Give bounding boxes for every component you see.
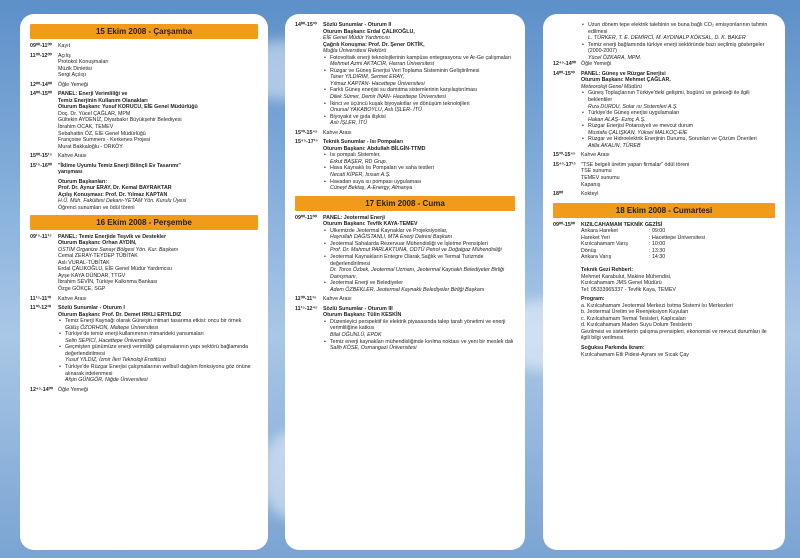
session-time: 09¹⁵-11¹⁵ (30, 233, 52, 240)
guide-line: Mehmet Karabulut, Makine Mühendisi, (581, 273, 672, 280)
session-line: "TSE belgeli üretim yapan firmalar" ödül töreni (581, 161, 690, 168)
session-time: 15¹⁵-16⁰⁰ (30, 162, 53, 169)
talk-title: • Temiz Enerji Kaynağı olarak Güneşin mimari tasarıma etkisi: oncu bir örnek (65, 318, 242, 325)
talk-title: • Hava Kaynaklı Isı Pompaları ve saha testleri (330, 165, 434, 172)
session-time: 11¹⁵-12⁴⁵ (295, 305, 318, 312)
guide-line: Tel: 05333965337 - Tevfik Kaya, TEMEV (581, 286, 676, 293)
talk-speaker: Taner YILDIRIM, Sermet ERAY, (330, 74, 405, 81)
session-row (295, 22, 515, 127)
session-row (553, 71, 775, 150)
trip-schedule (581, 228, 775, 261)
talk-item (323, 179, 515, 192)
session-row (30, 163, 258, 176)
session-line: Sözlü Sunumlar - Oturum III (323, 305, 393, 312)
session-line: Françoise Summers - Kerkenes Projesi (58, 137, 151, 144)
session-row (30, 296, 258, 303)
talk-speaker: Bilal OĞUNLÜ, EPDK (330, 331, 382, 338)
session-row (30, 305, 258, 384)
session-body (323, 22, 515, 127)
session-line: Oturum Başkanı: Yusuf KORUCU, EİE Genel Müdürlüğü (58, 104, 198, 111)
talk-title: • Rüzgar ve Hidroelektrik Enerjinin Durumu, Sorunları ve Çözüm Önerileri (588, 136, 757, 143)
session-line: Kahve Arası (581, 152, 610, 159)
talk-title: • İkinci ve üçüncü kuşak biyoyakıtlar ve dönüşüm teknolojileri (330, 100, 470, 107)
session-body (581, 162, 775, 188)
day-header-oct18: 18 Ekim 2008 - Cumartesi (553, 203, 775, 218)
session-line: Sergi Açılışı (58, 72, 86, 79)
session-line: Erdal ÇALIKOĞLU, EİE Genel Müdür Yardımcısı (58, 266, 173, 273)
talk-list (581, 90, 775, 149)
talk-item (323, 87, 515, 100)
session-line: Temiz Enerjinin Kullanım Olanakları (58, 97, 148, 104)
session-line: Açılış (58, 52, 71, 59)
session-time: 11⁰⁰-12⁰⁰ (30, 52, 52, 59)
session-line: Kokteyl (581, 191, 599, 198)
talk-speaker: Adem ÖZBEKLER, Jeotermal Kaynaklı Belediyeler Birliği Başkanı (330, 286, 485, 293)
session-line: İbrahim OCAK, TEMEV (58, 124, 114, 131)
guides-title: Teknik Gezi Rehberi: (581, 266, 634, 273)
panel-column-2 (285, 14, 525, 550)
talk-title: • Isı pompalı Sistemler, (330, 152, 381, 159)
talk-item (58, 318, 258, 331)
session-line: Teknik Sunumlar - Isı Pompaları (323, 139, 403, 146)
trip-label: Dönüş (581, 247, 597, 254)
session-body (58, 179, 258, 212)
talk-title: • Farklı Güneş enerjisi su damıtma sistemlerinin karşılaştırılması (330, 87, 478, 94)
talk-speaker: Hayrullah DAĞISTANLI, MTA Enerji Dairesi Başkanı (330, 234, 453, 241)
panel-column-1 (20, 14, 268, 550)
trip-value: : Hacettepe Üniversitesi (649, 234, 705, 241)
session-line: Kapanış (581, 181, 601, 188)
session-line: Kahve Arası (58, 295, 87, 302)
trip-block (553, 222, 775, 261)
session-line: Oturum Başkanı: Prof. Dr. Demet IRKLI ERYILDIZ (58, 311, 182, 318)
session-row (30, 387, 258, 394)
session-time (30, 179, 58, 212)
session-line: Öğle Yemeği (58, 81, 89, 88)
session-row (30, 82, 258, 89)
talk-speaker: Yusuf YILDIZ, İzmir İleri Teknoloji Enstitüsü (65, 357, 167, 364)
session-line: Oturum Başkanı: Orhan AYDIN, (58, 240, 137, 247)
session-row (553, 61, 775, 68)
talk-speaker: Rıza DURDU, Solar ısı Sistemleri A.Ş. (588, 103, 678, 110)
session-body (323, 139, 515, 191)
talk-speaker: Cüneyt Bektaş, A-Energy, Almanya (330, 185, 413, 192)
session-body (581, 191, 775, 198)
trip-label: Ankara Varış (581, 254, 612, 261)
talk-item (58, 331, 258, 344)
talk-list (323, 319, 515, 352)
talk-speaker: Dr. Toros Özbek, Jeotermal Uzmanı, Jeotermal Kaynaklı Belediyeler Birliği Danışmanı, (330, 267, 505, 280)
talk-speaker: Gülüş ÖZORHON, Maltepe Üniversitesi (65, 324, 159, 331)
trip-title: KIZILCAHAMAM TEKNİK GEZİSİ (581, 221, 663, 228)
talk-item (323, 101, 515, 114)
trip-value: : 14:30 (649, 254, 666, 261)
session-row (30, 179, 258, 212)
session-line: PANEL: Jeotermal Enerji (323, 214, 386, 221)
talk-item (323, 228, 515, 241)
session-time: 14⁰⁰-15³⁰ (553, 70, 575, 77)
session-line: Prof. Dr. Aynur ERAY, Dr. Kemal BAYRAKTAR (58, 185, 172, 192)
talk-title: • Havadan suya ısı pompası uygulaması (330, 178, 422, 185)
session-row (553, 152, 775, 159)
talk-title: • Jeotermal Enerji ve Belediyeler (330, 280, 404, 287)
talk-title: • Rüzgar ve Güneş Enerjisi Veri Toplama Sisteminin Geliştirilmesi (330, 67, 480, 74)
schedule-oct16-afternoon (295, 22, 515, 192)
talk-title: • Geçmişten günümüze enerji verimliliği çalışmalarının yapı sektörü bağlamında değerlendirilmesi (65, 344, 249, 357)
session-time: 15⁰⁰-15¹⁵ (30, 153, 53, 160)
session-body (581, 152, 775, 159)
program-item: d. Kızılcahamam Maden Suyu Dolum Tesislerin (581, 322, 692, 329)
talk-speaker: Prof. Dr. Mahmut PARLAKTUNA, ODTÜ Petrol ve Doğalgaz Mühendisliği (330, 247, 502, 254)
session-line: "İklime Uyumlu Temiz Enerji Bilinçli Ev Tasarımı" (58, 162, 181, 169)
talk-speaker: Salih KÖSE, Osmangazi Üniversitesi (330, 345, 417, 352)
program-item: a. Kızılcahamam Jeotermal Merkezi Isıtma Sistemi Isı Merkezleri (581, 302, 733, 309)
session-line: Özge GÖKÇE, SGP (58, 285, 106, 292)
session-body (58, 234, 258, 293)
session-body (323, 306, 515, 352)
session-row (30, 153, 258, 160)
program-item: c. Kızılcahamam Termal Tesisleri, Kaplıcaları (581, 315, 686, 322)
talk-title: • Türkiye'de Güneş enerjisi uygulamaları (588, 110, 680, 117)
session-body (323, 215, 515, 294)
session-line: Açılış Konuşması: Prof. Dr. Yılmaz KAPTAN (58, 191, 168, 198)
talk-speaker: Atilla AKALIN, TÜREB (588, 142, 641, 149)
talk-speaker: Afşin GÜNGÖR, Niğde Üniversitesi (65, 377, 148, 384)
talk-item (323, 280, 515, 293)
talk-item (581, 123, 775, 136)
talk-title: • Güneş Toplaçlarının Türkiye'deki gelişimi, bugünü ve geleceği ile ilgili beklentiler (588, 90, 750, 104)
trip-label: Hareket Yeri (581, 234, 610, 241)
session-line: TEMEV sunumu (581, 175, 620, 182)
session-line: OSTİM Organize Sanayi Bölgesi Yön. Kur. Başkanı (58, 246, 179, 253)
trip-time: 09⁰⁰-15⁰⁰ (553, 221, 576, 228)
session-time: 15⁴⁵-17¹⁵ (553, 161, 576, 168)
talk-item (323, 339, 515, 352)
session-row (30, 43, 258, 50)
talk-title: • Jeotermal Sahalarda Rezervuar Mühendisliği ve İşletme Prensipleri (330, 240, 488, 247)
schedule-oct15 (30, 43, 258, 212)
talk-title: • Jeotermal Kaynakların Entegre Olarak Sağlık ve Termal Turizmde değerlendirilmesi (330, 253, 484, 267)
talk-speaker: Erkut BAŞER, RD Grup. (330, 158, 388, 165)
session-line: EİE Genel Müdür Yardımcısı (323, 35, 390, 42)
session-line: Kayıt (58, 43, 71, 49)
schedule-oct17-continued (553, 22, 775, 61)
guide-line: Kızılcahamam JMS Genel Müdürü (581, 280, 662, 287)
talk-speaker: Dilek Sümer, Demir İNAN- Hacettepe Üniversitesi (330, 94, 446, 101)
schedule-oct16 (30, 234, 258, 394)
talk-speaker: Necati KİPER, Isısan A.Ş. (330, 172, 391, 179)
session-line: Meteoroloji Genel Müdürü (581, 83, 642, 90)
session-line: Cemal ZERAY-TEYDEP TÜBİTAK (58, 253, 138, 260)
program-title: Program: (581, 296, 605, 303)
talk-title: • Fotovoltaik enerji teknolojilerinin kampüse entegrasyonu ve Ar-Ge çalışmaları (330, 54, 512, 61)
session-line: Oturum Başkanları: (58, 178, 108, 185)
session-line: Murat Bakkaloğlu - ORKÖY (58, 143, 123, 150)
talk-speaker: Mustafa ÇALIŞKAN, Yüksel MALKOÇ-EİE (588, 129, 688, 136)
talk-title: • Uzun dönem tepe elektrik talebinin ve buna bağlı CO₂ emisyonlarının tahmin edilmesi (588, 22, 768, 35)
talk-speaker: Mehmet Azmi AKTACİR, Harran Üniversitesi (330, 61, 434, 68)
talk-item (323, 68, 515, 88)
session-body (323, 130, 515, 137)
session-line: yarışması (58, 169, 83, 176)
talk-speaker: Yılmaz KAPTAN- Hacettepe Üniversitesi (330, 80, 425, 87)
session-line: PANEL: Temiz Enerjide Teşvik ve Destekler (58, 233, 167, 240)
session-time: 14⁰⁰-15⁰⁰ (30, 91, 53, 98)
program-list (581, 303, 775, 329)
session-body (581, 61, 775, 68)
talk-list (323, 152, 515, 191)
session-time: 18⁰⁰ (553, 191, 564, 198)
session-line: Kahve Arası (323, 296, 352, 303)
talk-item (581, 110, 775, 123)
session-time: 09⁰⁰-11⁰⁰ (295, 214, 317, 221)
session-line: Gültekin AYDENİZ, Diyarbakır Büyükşehir Belediyesi (58, 117, 182, 124)
talk-title: • Türkiye'de Rüzgar Enerjisi çalışmalarının welbull dağılım fonksiyonu göz önüne alınarak irdelenmesi (65, 363, 251, 377)
session-time: 11³⁰-12³⁰ (30, 305, 52, 312)
talk-item (323, 114, 515, 127)
session-line: Öğrenci sunumları ve ödül töreni (58, 205, 135, 212)
session-line: Protokol Konuşmaları (58, 59, 109, 66)
day-header-oct17: 17 Ekim 2008 - Cuma (295, 196, 515, 211)
session-line: Sözlü Sunumlar - Oturum II (323, 22, 392, 28)
session-row (295, 139, 515, 191)
talk-title: • Düzenleyici perspektif ile elektrik piyasasında talep tarafı yönetimi ve enerji verimliliğine katkısı (330, 318, 506, 332)
session-body (58, 296, 258, 303)
session-row (295, 215, 515, 294)
program-note: Gezilmesi ve sistemlerin çalışma prensipleri, ekonomisi ve mevcut durumları ile ilgili bilgi verilmesi. (581, 328, 767, 342)
talk-speaker: Aslı İŞLER, İTÜ (330, 120, 368, 127)
session-row (30, 234, 258, 293)
trip-value: : 10:00 (649, 241, 666, 248)
talk-title: • Temiz enerji kaynakları mühendisliğinde kırılma noktası ve yeni bir meslek dalı (330, 338, 514, 345)
session-time: 09⁰⁰-11⁰⁰ (30, 43, 52, 49)
talk-item (323, 165, 515, 178)
panel-column-3 (543, 14, 785, 550)
trip-value: : 09:00 (649, 228, 666, 235)
session-line: TSE sunumu (581, 168, 612, 175)
session-body (58, 305, 258, 384)
program-item: b. Jeotermal Üretim ve Reenjeksiyon Kuyuları (581, 309, 689, 316)
session-line: Çağrılı Konuşma: Prof. Dr. Şener OKTİK, (323, 41, 425, 48)
session-time: 15⁴⁵-17¹⁵ (295, 139, 318, 146)
session-line: Müzik Dinletisi (58, 65, 92, 72)
session-body (581, 71, 775, 150)
session-body (58, 91, 258, 150)
talk-speaker: Yücel ÖZKARA, MPM. (588, 54, 642, 61)
day-header-oct15: 15 Ekim 2008 - Çarşamba (30, 24, 258, 39)
talk-item (581, 42, 775, 62)
session-row (295, 306, 515, 352)
session-line: Doç. Dr. Yücel ÇAĞLAR, MPM (58, 110, 131, 117)
session-time: 14⁰⁰-15³⁰ (295, 22, 317, 28)
schedule-oct17 (295, 215, 515, 352)
session-line: Oturum Başkanı: Erdal ÇALIKOĞLU, (323, 28, 415, 35)
session-row (30, 91, 258, 150)
session-line: Sebahattin ÖZ, EİE Genel Müdürlüğü (58, 130, 146, 137)
talk-item (323, 254, 515, 280)
session-line: Kahve Arası (323, 129, 352, 136)
session-line: Oturum Başkanı: Tülin KESKİN (323, 312, 402, 319)
session-line: H.Ü. Müh. Fakültesi Dekanı-YETAM Yön. Kurulu Üyesi (58, 198, 187, 205)
session-line: İbrahim SEVİN, Türkiye Kalkınma Bankası (58, 279, 158, 286)
talk-item (323, 55, 515, 68)
talk-list (323, 55, 515, 127)
session-line: Öğle Yemeği (581, 61, 612, 68)
talk-list (58, 318, 258, 383)
session-time: 15³⁰-15⁴⁵ (295, 129, 318, 136)
session-time: 12⁰⁰-14⁰⁰ (30, 81, 53, 88)
schedule-oct17-afternoon (553, 61, 775, 197)
talk-list (581, 22, 775, 61)
talk-title: • Ulkemizde Jeotermal Kaynaklar ve Projeksiyonlar, (330, 227, 448, 234)
session-line: PANEL: Enerji Verimliliği ve (58, 91, 128, 98)
session-line: Ayşe KAYA DÜNDAR, TTGV (58, 272, 126, 279)
session-line: Oturum Başkanı: Tevfik KAYA-TEMEV (323, 221, 418, 228)
session-line: Öğle Yemeği (58, 386, 89, 393)
session-row (553, 162, 775, 188)
talk-speaker: Selin SEPİCİ, Hacettepe Üniversitesi (65, 337, 152, 344)
session-body (58, 163, 258, 176)
session-body (323, 296, 515, 303)
session-line: Oturum Başkanı: Abdullah BİLGİN-TTMD (323, 145, 426, 152)
session-line: Muğla Üniversitesi Rektörü (323, 48, 387, 55)
session-row (553, 191, 775, 198)
session-time: 12⁴⁵-14⁰⁰ (553, 61, 576, 68)
talk-speaker: Onursal YAKABOYLU, Aslı İŞLER- İTÜ (330, 107, 422, 114)
session-line: Oturum Başkanı: Mehmet ÇAĞLAR, (581, 77, 671, 84)
session-line: Aslı VURAL-TÜBİTAK (58, 259, 110, 266)
session-row (295, 130, 515, 137)
session-body (58, 53, 258, 79)
trip-label: Kızılcahamam Varış (581, 241, 628, 248)
trip-row (581, 254, 775, 261)
session-row (30, 53, 258, 79)
trip-value: : 13:30 (649, 247, 666, 254)
session-row (295, 296, 515, 303)
session-time: 11¹⁵-11³⁰ (30, 295, 52, 302)
trip-label: Ankara Hareket (581, 228, 618, 235)
talk-item (58, 364, 258, 384)
session-line: Kahve Arası (58, 153, 87, 160)
talk-title: • Rüzgar Enerjisi Potansiyeli ve mevcut durum (588, 123, 694, 130)
session-body (58, 153, 258, 160)
talk-item (58, 344, 258, 364)
session-line: PANEL: Güneş ve Rüzgar Enerjisi (581, 70, 666, 77)
session-body (58, 43, 258, 50)
session-body (58, 82, 258, 89)
talk-item (581, 136, 775, 149)
talk-item (581, 22, 775, 42)
talk-item (323, 152, 515, 165)
lunch-text: Kızılcahamam Etli Pidesi-Ayranı ve Sıcak Çay (581, 351, 689, 358)
talk-title: • Türkiye'de temiz enerji kullanımının mimarideki yansımaları (65, 331, 204, 338)
guides-list (581, 274, 775, 294)
talk-title: • Temiz enerji bağlamında türkiye enerji sektöründe bazı seçilmiş göstergeler (2000-2007) (588, 41, 765, 55)
talk-item (581, 90, 775, 110)
session-time: 12⁴⁵-14⁰⁰ (30, 386, 53, 393)
session-body (58, 387, 258, 394)
lunch-title: Soğuksu Parkında ikram: (581, 344, 645, 351)
session-time: 11⁰⁰-11¹⁵ (295, 296, 317, 303)
talk-list (323, 228, 515, 293)
session-time: 15³⁰-15⁴⁵ (553, 152, 576, 159)
talk-speaker: L. TÜRKER, T. E. DEMİRCİ, M. AYDINALP KÖKSAL, D. K. BAKER (588, 35, 746, 42)
session-line: Sözlü Sunumlar - Oturum I (58, 305, 125, 312)
day-header-oct16: 16 Ekim 2008 - Perşembe (30, 215, 258, 230)
talk-title: • Biyoyakıt ve gıda ilişkisi (330, 113, 386, 120)
talk-item (323, 241, 515, 254)
talk-item (323, 319, 515, 339)
talk-speaker: Hakan ALAŞ- Ezinç A.Ş. (588, 116, 646, 123)
